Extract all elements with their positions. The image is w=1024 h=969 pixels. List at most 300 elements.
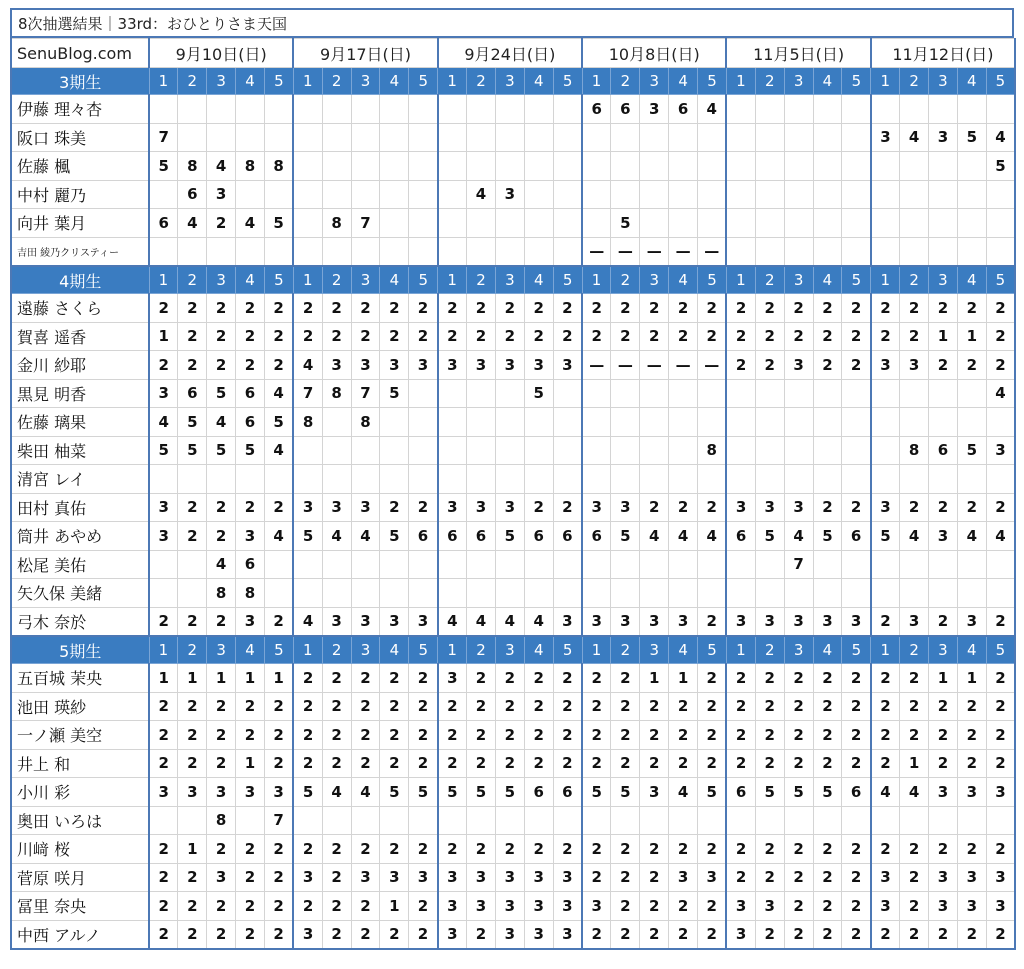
result-cell: 6 bbox=[582, 95, 611, 124]
result-cell bbox=[467, 209, 496, 238]
result-cell: 3 bbox=[900, 607, 929, 636]
slot-number: 2 bbox=[322, 636, 351, 664]
result-cell: 2 bbox=[986, 692, 1015, 721]
result-cell: 3 bbox=[438, 920, 467, 949]
result-cell: 2 bbox=[726, 322, 755, 351]
result-cell: 3 bbox=[524, 351, 553, 380]
result-cell bbox=[640, 123, 669, 152]
slot-number: 2 bbox=[900, 68, 929, 95]
result-cell: 3 bbox=[207, 778, 236, 807]
result-cell: 8 bbox=[207, 579, 236, 608]
result-cell: 6 bbox=[842, 522, 871, 551]
result-cell: 2 bbox=[380, 920, 409, 949]
result-cell bbox=[264, 123, 293, 152]
result-cell bbox=[380, 806, 409, 835]
result-cell bbox=[957, 408, 986, 437]
result-cell: 2 bbox=[322, 835, 351, 864]
result-cell: 2 bbox=[207, 522, 236, 551]
result-cell: 3 bbox=[409, 863, 438, 892]
result-cell: 3 bbox=[293, 863, 322, 892]
result-cell bbox=[467, 579, 496, 608]
result-cell: 2 bbox=[236, 692, 265, 721]
result-cell: 2 bbox=[207, 294, 236, 323]
result-cell bbox=[524, 408, 553, 437]
slot-number: 1 bbox=[438, 636, 467, 664]
result-cell bbox=[178, 806, 207, 835]
result-cell bbox=[380, 408, 409, 437]
result-cell bbox=[293, 209, 322, 238]
result-cell: 3 bbox=[871, 493, 900, 522]
slot-number: 3 bbox=[640, 636, 669, 664]
result-cell bbox=[669, 550, 698, 579]
result-cell: 5 bbox=[380, 379, 409, 408]
result-cell bbox=[871, 237, 900, 266]
slot-number: 3 bbox=[640, 266, 669, 294]
result-cell bbox=[929, 465, 958, 494]
result-cell: 2 bbox=[669, 749, 698, 778]
slot-number: 1 bbox=[726, 636, 755, 664]
result-cell bbox=[726, 95, 755, 124]
result-cell: 2 bbox=[178, 607, 207, 636]
result-cell: 5 bbox=[467, 778, 496, 807]
result-cell: 3 bbox=[986, 863, 1015, 892]
result-cell: 4 bbox=[784, 522, 813, 551]
result-cell: 5 bbox=[236, 436, 265, 465]
result-cell: 1 bbox=[178, 835, 207, 864]
member-row bbox=[11, 806, 1015, 835]
result-cell: 4 bbox=[351, 778, 380, 807]
result-cell: 3 bbox=[236, 778, 265, 807]
result-cell: 2 bbox=[726, 863, 755, 892]
result-cell: 2 bbox=[784, 664, 813, 693]
result-cell: 2 bbox=[178, 692, 207, 721]
slot-number: 4 bbox=[236, 266, 265, 294]
slot-number: 1 bbox=[871, 68, 900, 95]
result-cell: 3 bbox=[929, 778, 958, 807]
result-cell bbox=[293, 237, 322, 266]
member-row bbox=[11, 607, 1015, 636]
result-cell: 4 bbox=[207, 550, 236, 579]
slot-number: 5 bbox=[553, 68, 582, 95]
member-row bbox=[11, 294, 1015, 323]
result-cell bbox=[322, 436, 351, 465]
result-cell bbox=[871, 465, 900, 494]
result-cell bbox=[264, 465, 293, 494]
slot-number: 2 bbox=[611, 266, 640, 294]
result-cell: 2 bbox=[236, 892, 265, 921]
result-cell: 2 bbox=[438, 835, 467, 864]
result-cell bbox=[553, 95, 582, 124]
slot-number: 1 bbox=[293, 266, 322, 294]
result-cell: 2 bbox=[871, 607, 900, 636]
result-cell bbox=[380, 180, 409, 209]
results-panel bbox=[10, 8, 1014, 950]
result-cell bbox=[871, 152, 900, 181]
result-cell: 2 bbox=[611, 664, 640, 693]
result-cell bbox=[293, 550, 322, 579]
result-cell: 4 bbox=[438, 607, 467, 636]
member-name: 伊藤 理々杏 bbox=[11, 95, 149, 124]
result-cell bbox=[698, 550, 727, 579]
result-cell bbox=[957, 379, 986, 408]
result-cell bbox=[698, 180, 727, 209]
result-cell: 3 bbox=[236, 522, 265, 551]
result-cell: 2 bbox=[264, 835, 293, 864]
result-cell: 3 bbox=[871, 892, 900, 921]
result-cell: 6 bbox=[149, 209, 178, 238]
result-cell bbox=[986, 180, 1015, 209]
slot-number: 3 bbox=[640, 68, 669, 95]
result-cell: 8 bbox=[236, 152, 265, 181]
result-cell: 2 bbox=[553, 721, 582, 750]
result-cell: 2 bbox=[929, 920, 958, 949]
result-cell bbox=[553, 379, 582, 408]
result-cell: 2 bbox=[784, 721, 813, 750]
result-cell: 2 bbox=[293, 322, 322, 351]
result-cell: 2 bbox=[236, 863, 265, 892]
result-cell: 4 bbox=[264, 436, 293, 465]
result-cell bbox=[293, 123, 322, 152]
result-cell: 5 bbox=[813, 522, 842, 551]
result-cell bbox=[871, 95, 900, 124]
result-cell bbox=[842, 123, 871, 152]
result-cell: 3 bbox=[438, 892, 467, 921]
result-cell bbox=[264, 95, 293, 124]
slot-number: 4 bbox=[813, 636, 842, 664]
result-cell: 3 bbox=[871, 351, 900, 380]
result-cell: 2 bbox=[813, 493, 842, 522]
result-cell: 2 bbox=[149, 835, 178, 864]
slot-number: 4 bbox=[380, 266, 409, 294]
slot-number: 1 bbox=[871, 266, 900, 294]
result-cell: 2 bbox=[207, 749, 236, 778]
result-cell: 2 bbox=[236, 721, 265, 750]
result-cell bbox=[438, 408, 467, 437]
result-cell bbox=[755, 408, 784, 437]
result-cell: 6 bbox=[438, 522, 467, 551]
slot-number: 1 bbox=[149, 266, 178, 294]
result-cell: 3 bbox=[640, 95, 669, 124]
result-cell bbox=[726, 152, 755, 181]
result-cell: 2 bbox=[495, 749, 524, 778]
result-cell: 2 bbox=[409, 892, 438, 921]
result-cell: 2 bbox=[640, 835, 669, 864]
result-cell: 3 bbox=[351, 493, 380, 522]
result-cell: 2 bbox=[929, 692, 958, 721]
result-cell: 3 bbox=[784, 607, 813, 636]
result-cell bbox=[611, 379, 640, 408]
result-cell: 2 bbox=[842, 749, 871, 778]
result-cell bbox=[582, 123, 611, 152]
result-cell: 2 bbox=[380, 322, 409, 351]
result-cell: 6 bbox=[236, 379, 265, 408]
result-cell bbox=[553, 806, 582, 835]
result-cell: 3 bbox=[438, 351, 467, 380]
result-cell: 4 bbox=[149, 408, 178, 437]
result-cell: 2 bbox=[698, 493, 727, 522]
member-name: 奥田 いろは bbox=[11, 806, 149, 835]
result-cell: 2 bbox=[986, 664, 1015, 693]
result-cell bbox=[640, 152, 669, 181]
result-cell bbox=[929, 180, 958, 209]
result-cell bbox=[582, 550, 611, 579]
result-cell bbox=[755, 550, 784, 579]
result-cell: 2 bbox=[929, 351, 958, 380]
result-cell: 1 bbox=[929, 664, 958, 693]
slot-number: 3 bbox=[929, 68, 958, 95]
result-cell bbox=[236, 180, 265, 209]
result-cell: 2 bbox=[986, 294, 1015, 323]
result-cell: 2 bbox=[929, 721, 958, 750]
member-name: 阪口 珠美 bbox=[11, 123, 149, 152]
result-cell bbox=[698, 579, 727, 608]
member-row bbox=[11, 778, 1015, 807]
result-cell: 3 bbox=[553, 607, 582, 636]
result-cell: 4 bbox=[986, 123, 1015, 152]
result-cell bbox=[178, 95, 207, 124]
result-cell: 2 bbox=[322, 664, 351, 693]
member-name: 佐藤 楓 bbox=[11, 152, 149, 181]
result-cell: 4 bbox=[900, 123, 929, 152]
result-cell: 2 bbox=[611, 294, 640, 323]
result-cell: 2 bbox=[351, 835, 380, 864]
result-cell bbox=[640, 550, 669, 579]
result-cell bbox=[495, 123, 524, 152]
result-cell: 3 bbox=[524, 863, 553, 892]
result-cell: 2 bbox=[495, 692, 524, 721]
result-cell: 2 bbox=[409, 835, 438, 864]
slot-number: 3 bbox=[207, 636, 236, 664]
member-row bbox=[11, 237, 1015, 266]
result-cell: 3 bbox=[351, 351, 380, 380]
slot-number: 4 bbox=[813, 266, 842, 294]
result-cell: — bbox=[582, 237, 611, 266]
slot-number: 3 bbox=[207, 266, 236, 294]
result-cell bbox=[957, 465, 986, 494]
result-cell: 2 bbox=[611, 692, 640, 721]
result-cell bbox=[900, 550, 929, 579]
generation-label: 4期生 bbox=[11, 266, 149, 294]
result-cell: 2 bbox=[207, 920, 236, 949]
result-cell bbox=[784, 123, 813, 152]
result-cell bbox=[380, 123, 409, 152]
result-cell: 8 bbox=[264, 152, 293, 181]
result-cell bbox=[467, 123, 496, 152]
result-cell bbox=[495, 550, 524, 579]
result-cell bbox=[957, 579, 986, 608]
result-cell: 3 bbox=[438, 863, 467, 892]
result-cell bbox=[842, 550, 871, 579]
result-cell: 3 bbox=[495, 493, 524, 522]
result-cell: 2 bbox=[467, 692, 496, 721]
result-cell: 2 bbox=[813, 294, 842, 323]
result-cell: 3 bbox=[495, 920, 524, 949]
result-cell: 2 bbox=[380, 749, 409, 778]
result-cell bbox=[293, 152, 322, 181]
result-cell: 2 bbox=[264, 322, 293, 351]
result-cell: 2 bbox=[698, 721, 727, 750]
result-cell bbox=[409, 95, 438, 124]
result-cell: 2 bbox=[784, 863, 813, 892]
result-cell: 2 bbox=[813, 892, 842, 921]
result-cell: 2 bbox=[784, 892, 813, 921]
result-cell bbox=[293, 436, 322, 465]
result-cell: 2 bbox=[380, 493, 409, 522]
result-cell: 3 bbox=[380, 351, 409, 380]
result-cell: 2 bbox=[842, 664, 871, 693]
result-cell bbox=[351, 152, 380, 181]
site-name: SenuBlog.com bbox=[11, 39, 149, 68]
result-cell: 4 bbox=[986, 379, 1015, 408]
result-cell: 2 bbox=[582, 721, 611, 750]
slot-number: 2 bbox=[467, 68, 496, 95]
result-cell: 2 bbox=[640, 892, 669, 921]
result-cell bbox=[669, 436, 698, 465]
member-name: 中村 麗乃 bbox=[11, 180, 149, 209]
result-cell: 2 bbox=[755, 749, 784, 778]
result-cell: 3 bbox=[264, 778, 293, 807]
result-cell bbox=[755, 123, 784, 152]
result-cell: 5 bbox=[611, 778, 640, 807]
result-cell: 2 bbox=[900, 835, 929, 864]
result-cell: 2 bbox=[351, 721, 380, 750]
result-cell bbox=[351, 465, 380, 494]
result-cell bbox=[409, 408, 438, 437]
result-cell bbox=[438, 806, 467, 835]
result-cell bbox=[842, 579, 871, 608]
result-cell bbox=[409, 152, 438, 181]
slot-number: 5 bbox=[842, 266, 871, 294]
result-cell: 3 bbox=[467, 863, 496, 892]
result-cell: 4 bbox=[322, 522, 351, 551]
result-cell: 2 bbox=[524, 664, 553, 693]
result-cell: 2 bbox=[957, 351, 986, 380]
result-cell: 2 bbox=[351, 692, 380, 721]
result-cell bbox=[553, 579, 582, 608]
result-cell: 2 bbox=[986, 607, 1015, 636]
result-cell: 3 bbox=[322, 351, 351, 380]
result-cell: 2 bbox=[755, 835, 784, 864]
result-cell: 2 bbox=[698, 835, 727, 864]
result-cell bbox=[842, 408, 871, 437]
member-row bbox=[11, 579, 1015, 608]
slot-number: 4 bbox=[380, 68, 409, 95]
member-name: 井上 和 bbox=[11, 749, 149, 778]
result-cell: 2 bbox=[813, 920, 842, 949]
result-cell: — bbox=[582, 351, 611, 380]
slot-number: 2 bbox=[178, 68, 207, 95]
member-row bbox=[11, 180, 1015, 209]
result-cell: 2 bbox=[842, 920, 871, 949]
generation-header-row bbox=[11, 266, 1015, 294]
result-cell bbox=[784, 180, 813, 209]
result-cell bbox=[178, 237, 207, 266]
result-cell bbox=[582, 465, 611, 494]
result-cell: 6 bbox=[669, 95, 698, 124]
result-cell: 3 bbox=[293, 920, 322, 949]
result-cell bbox=[611, 465, 640, 494]
result-cell: 3 bbox=[929, 123, 958, 152]
result-cell: 4 bbox=[669, 778, 698, 807]
result-cell bbox=[495, 436, 524, 465]
result-cell: 2 bbox=[553, 493, 582, 522]
result-cell bbox=[351, 436, 380, 465]
result-cell: 6 bbox=[553, 522, 582, 551]
result-cell: 3 bbox=[929, 522, 958, 551]
result-cell: 2 bbox=[264, 863, 293, 892]
result-cell bbox=[293, 95, 322, 124]
result-cell bbox=[322, 465, 351, 494]
slot-number: 1 bbox=[293, 68, 322, 95]
result-cell bbox=[582, 180, 611, 209]
result-cell: 2 bbox=[582, 835, 611, 864]
result-cell: 2 bbox=[813, 664, 842, 693]
result-cell: 2 bbox=[871, 664, 900, 693]
result-cell: 2 bbox=[467, 294, 496, 323]
result-cell bbox=[813, 237, 842, 266]
result-cell: 2 bbox=[582, 664, 611, 693]
member-name: 冨里 奈央 bbox=[11, 892, 149, 921]
result-cell: 2 bbox=[380, 294, 409, 323]
result-cell: 2 bbox=[380, 664, 409, 693]
result-cell: 2 bbox=[640, 721, 669, 750]
result-cell: 2 bbox=[842, 322, 871, 351]
result-cell: 2 bbox=[264, 721, 293, 750]
result-cell bbox=[409, 237, 438, 266]
result-cell bbox=[900, 237, 929, 266]
member-row bbox=[11, 522, 1015, 551]
result-cell: 4 bbox=[698, 95, 727, 124]
slot-number: 4 bbox=[957, 68, 986, 95]
result-cell bbox=[842, 379, 871, 408]
result-cell: 2 bbox=[495, 322, 524, 351]
result-cell: 3 bbox=[351, 607, 380, 636]
result-cell: 2 bbox=[582, 692, 611, 721]
result-cell: 5 bbox=[784, 778, 813, 807]
result-cell bbox=[293, 579, 322, 608]
result-cell: 4 bbox=[669, 522, 698, 551]
result-cell bbox=[495, 379, 524, 408]
member-row bbox=[11, 749, 1015, 778]
result-cell: 2 bbox=[438, 749, 467, 778]
result-cell: 6 bbox=[409, 522, 438, 551]
result-cell: 2 bbox=[842, 294, 871, 323]
result-cell bbox=[264, 579, 293, 608]
result-cell bbox=[669, 152, 698, 181]
result-cell bbox=[236, 237, 265, 266]
result-cell: 3 bbox=[957, 892, 986, 921]
result-cell: 1 bbox=[149, 664, 178, 693]
result-cell: 6 bbox=[611, 95, 640, 124]
member-name: 松尾 美佑 bbox=[11, 550, 149, 579]
result-cell: 3 bbox=[986, 892, 1015, 921]
result-cell: 4 bbox=[640, 522, 669, 551]
result-cell: 3 bbox=[784, 493, 813, 522]
result-cell bbox=[207, 237, 236, 266]
result-cell bbox=[351, 579, 380, 608]
slot-number: 1 bbox=[149, 68, 178, 95]
result-cell: 2 bbox=[669, 692, 698, 721]
slot-number: 5 bbox=[264, 68, 293, 95]
result-cell: 1 bbox=[149, 322, 178, 351]
result-cell: 2 bbox=[755, 351, 784, 380]
slot-number: 5 bbox=[698, 636, 727, 664]
slot-number: 4 bbox=[669, 636, 698, 664]
result-cell: 3 bbox=[726, 607, 755, 636]
result-cell bbox=[698, 209, 727, 238]
result-cell: 6 bbox=[842, 778, 871, 807]
result-cell bbox=[553, 550, 582, 579]
